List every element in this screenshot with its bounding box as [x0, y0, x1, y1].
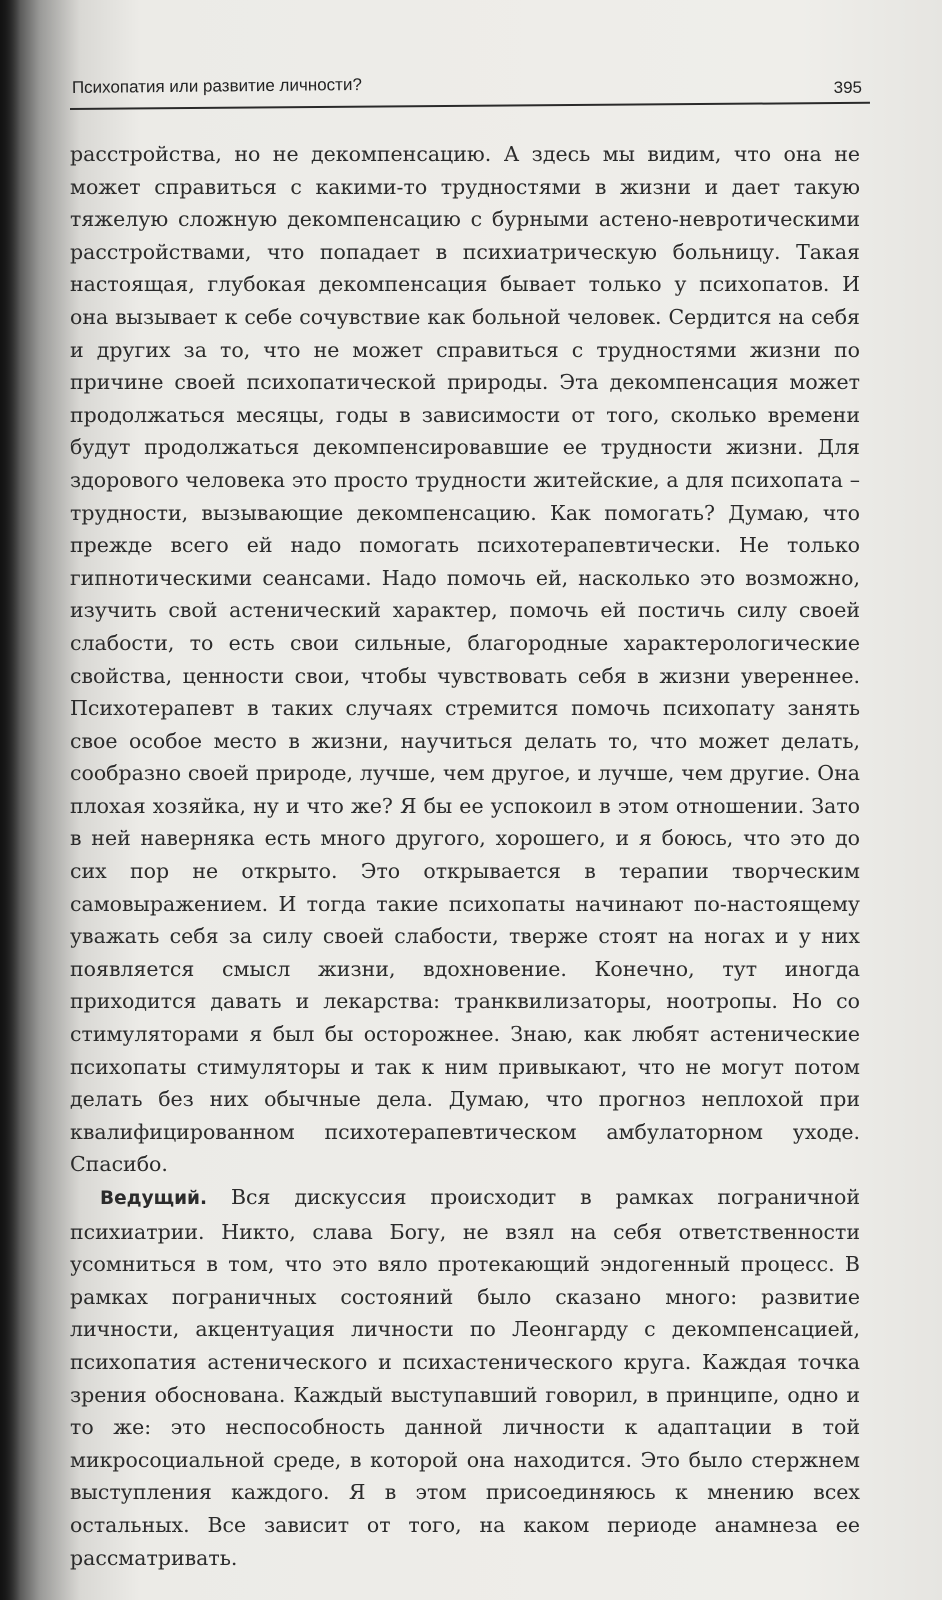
speaker-label: Ведущий. — [100, 1188, 208, 1209]
body-text — [70, 138, 860, 1574]
spine-shadow — [0, 0, 20, 1600]
running-title: Психопатия или развитие личности? — [71, 74, 362, 98]
paragraph-continuation: расстройства, но не декомпенсацию. А здесь мы видим, что она не может справиться с какими-то трудностями в жизни и дает такую тяжелую сложную декомпенсацию с бурными астено-невротическими расстройствами, что попадает в психиатрическую больницу. Такая настоящая, глубокая декомпенсация бывает только у психопатов. И она вызывает к себе сочувствие как больной человек. Сердится на себя и других за то, что не может справиться с трудностями жизни по причине своей психопатической природы. Эта декомпенсация может продолжаться месяцы, годы в зависимости от того, сколько времени будут продолжаться декомпенсировавшие ее трудности жизни. Для здорового человека это просто трудности житейские, а для психопата – трудности, вызывающие декомпенсацию. Как помогать? Думаю, что прежде всего ей надо помогать психотерапевтически. Не только гипнотическими сеансами. Надо помочь ей, насколько это возможно, изучить свой астенический характер, помочь ей постичь силу своей слабости, то есть свои сильные, благородные характерологические свойства, ценности свои, чтобы чувствовать себя в жизни увереннее. Психотерапевт в таких случаях стремится помочь психопату занять свое особое место в жизни, научиться делать то, что может делать, сообразно своей природе, лучше, чем другое, и лучше, чем другие. Она плохая хозяйка, ну и что же? Я бы ее успокоил в этом отношении. Зато в ней наверняка есть много другого, хорошего, и я боюсь, что это до сих пор не открыто. Это открывается в терапии творческим самовыражением. И тогда такие психопаты начинают по-настоящему уважать себя за силу своей слабости, тверже стоят на ногах и у них появляется смысл жизни, вдохновение. Конечно, тут иногда приходится давать и лекарства: транквилизаторы, ноотропы. Но со стимуляторами я был бы осторожнее. Знаю, как любят астенические психопаты стимуляторы и так к ним привыкают, что не могут потом делать без них обычные дела. Думаю, что прогноз неплохой при квалифицированном психотерапевтическом амбулаторном уходе. Спасибо. — [70, 142, 860, 1177]
page-number: 395 — [833, 78, 862, 97]
speaker-text: Вся дискуссия происходит в рамках пограничной психиатрии. Никто, слава Богу, не взял на себя ответственности усомниться в том, что это вяло протекающий эндогенный процесс. В рамках пограничных состояний было сказано много: развитие личности, акцентуация личности по Леонгарду с декомпенсацией, психопатия астенического и психастенического круга. Каждая точка зрения обоснована. Каждый выступавший говорил, в принципе, одно и то же: это неспособность данной личности к адаптации в той микросоциальной среде, в которой она находится. Это было стержнем выступления каждого. Я в этом присоединяюсь к мнению всех остальных. Все зависит от того, на каком периоде анамнеза ее рассматривать. — [70, 1185, 860, 1570]
paragraph-speaker — [70, 1181, 860, 1574]
